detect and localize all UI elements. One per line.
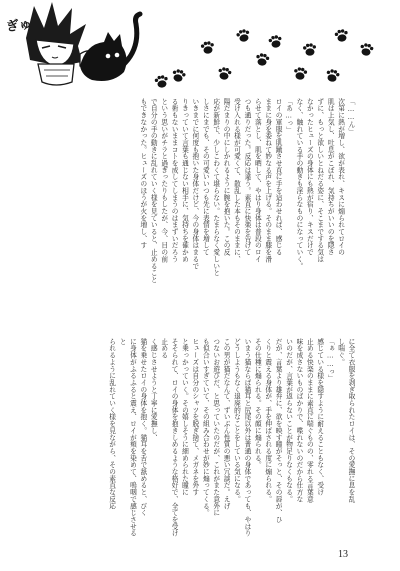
black-cat-illustration [80,14,140,81]
paw-print-icon [236,28,252,43]
paw-print-icon [255,53,270,67]
paw-print-icon [154,75,169,89]
paw-print-icon [293,67,308,81]
paw-print-icon [200,41,215,55]
body-text-lower-block: に全て衣服を剥ぎ取られたロイは、その愛撫に息を乱 し喘ぐ。 「ぁ……っ」 感じている様を隠すように耐えることもなく、受け 止める快楽のままに素直に喘ぐものの、零れる言葉意 味を成さないものばかりで、喋れないのだから仕方な いのだが、言葉が返らないことが物足りなくもなる。 だが、言葉より雄弁に、欲を映す瞳がそっと、その唇が、ひ くりと震える身体が、手を伸ばされる度に煽られる。 その仕種に煽られる。その顔に煽られる。 いまう猫ならば猫耳と尻尾以外は普通の身体であっても、やはり どうしようもなく退廃的なことをしている気になる。 この男が猫だなんて、ずいぶん性質の悪い冗談だ。えげ つないお遊びだ、と思っていたのだが、これがまた意外に も似合いすぎていて、その組み合わせが妙に煽ってくる。 ヒューズは自分のシャツを脱ぎ捨て、メガネを外す と乗っかっていく。その嬉しそうに細められた瞳に そそられて、ロイの身体を抱きしめるような格好で、全てを受け止める く感じさせようと丁寧に愛撫し、 猫を乗せたロイの身体を抱く。猫耳を舌で舐めると、びく に身体がふるふると震え、ロイが頬を染めて、嗚咽で感じさせると られるように乱れていく様を見ながら、その素直な反応 [107,338,355,537]
paw-print-icon [303,43,317,56]
sound-effect-text: ぎゅ [5,16,33,36]
paw-print-icon [217,66,232,81]
paw-prints-trail [154,28,374,89]
header-illustration [0,0,400,92]
paw-print-icon [359,42,374,57]
paw-print-icon [334,29,349,43]
paw-print-icon [325,68,341,83]
page-number: 13 [338,549,348,560]
paw-print-icon [268,34,283,49]
paw-print-icon [171,68,187,83]
body-text-upper-block: 「……ん」 次第に熱が増し、欲が表れ、キスに煽られてロイの 肌は上気し、吐息がこぼれ、気持ちがいいのを隠さ ずに、もっと欲しいとねだる姿に、そこまでする気は なかったヒューズの身体にも熱が宿り、キスだけで なく、触れている手の動きも淫らなものになっていく。 「あ…っ」 ロイの軍服を肌蹴させ直に手を這わせれば、感じる ままに身を委ねて妙なる声を上げる。そのまま膝を滑 らせて落とし、肌を晒して、やはり身体は普段のロイ つも通りだった。反応は違う。素直に快楽を告げて 受け入れる様が可愛くて、散乱した本もそのままに、 陽だまりの中にしかれるように腕を抱いた。この反 応が新鮮で、少しこわくて堪らない。たまらなく愛しいと しさにまでも、その可愛いいつも先に表情を増して いきまでに何度も抱いた身体だけど、今の身体はまるで りきっていて言葉も通じない相手に、気持ちを確かめ る術もないままコトを成してしまうのはまずいだろう という思いがチラと過ぎったりもしたが、今、目の前 で自分の手の動きに乱れていく様を見ていると、止めること もできなかった。ヒューズのほうが火を増し、す [138,98,355,283]
